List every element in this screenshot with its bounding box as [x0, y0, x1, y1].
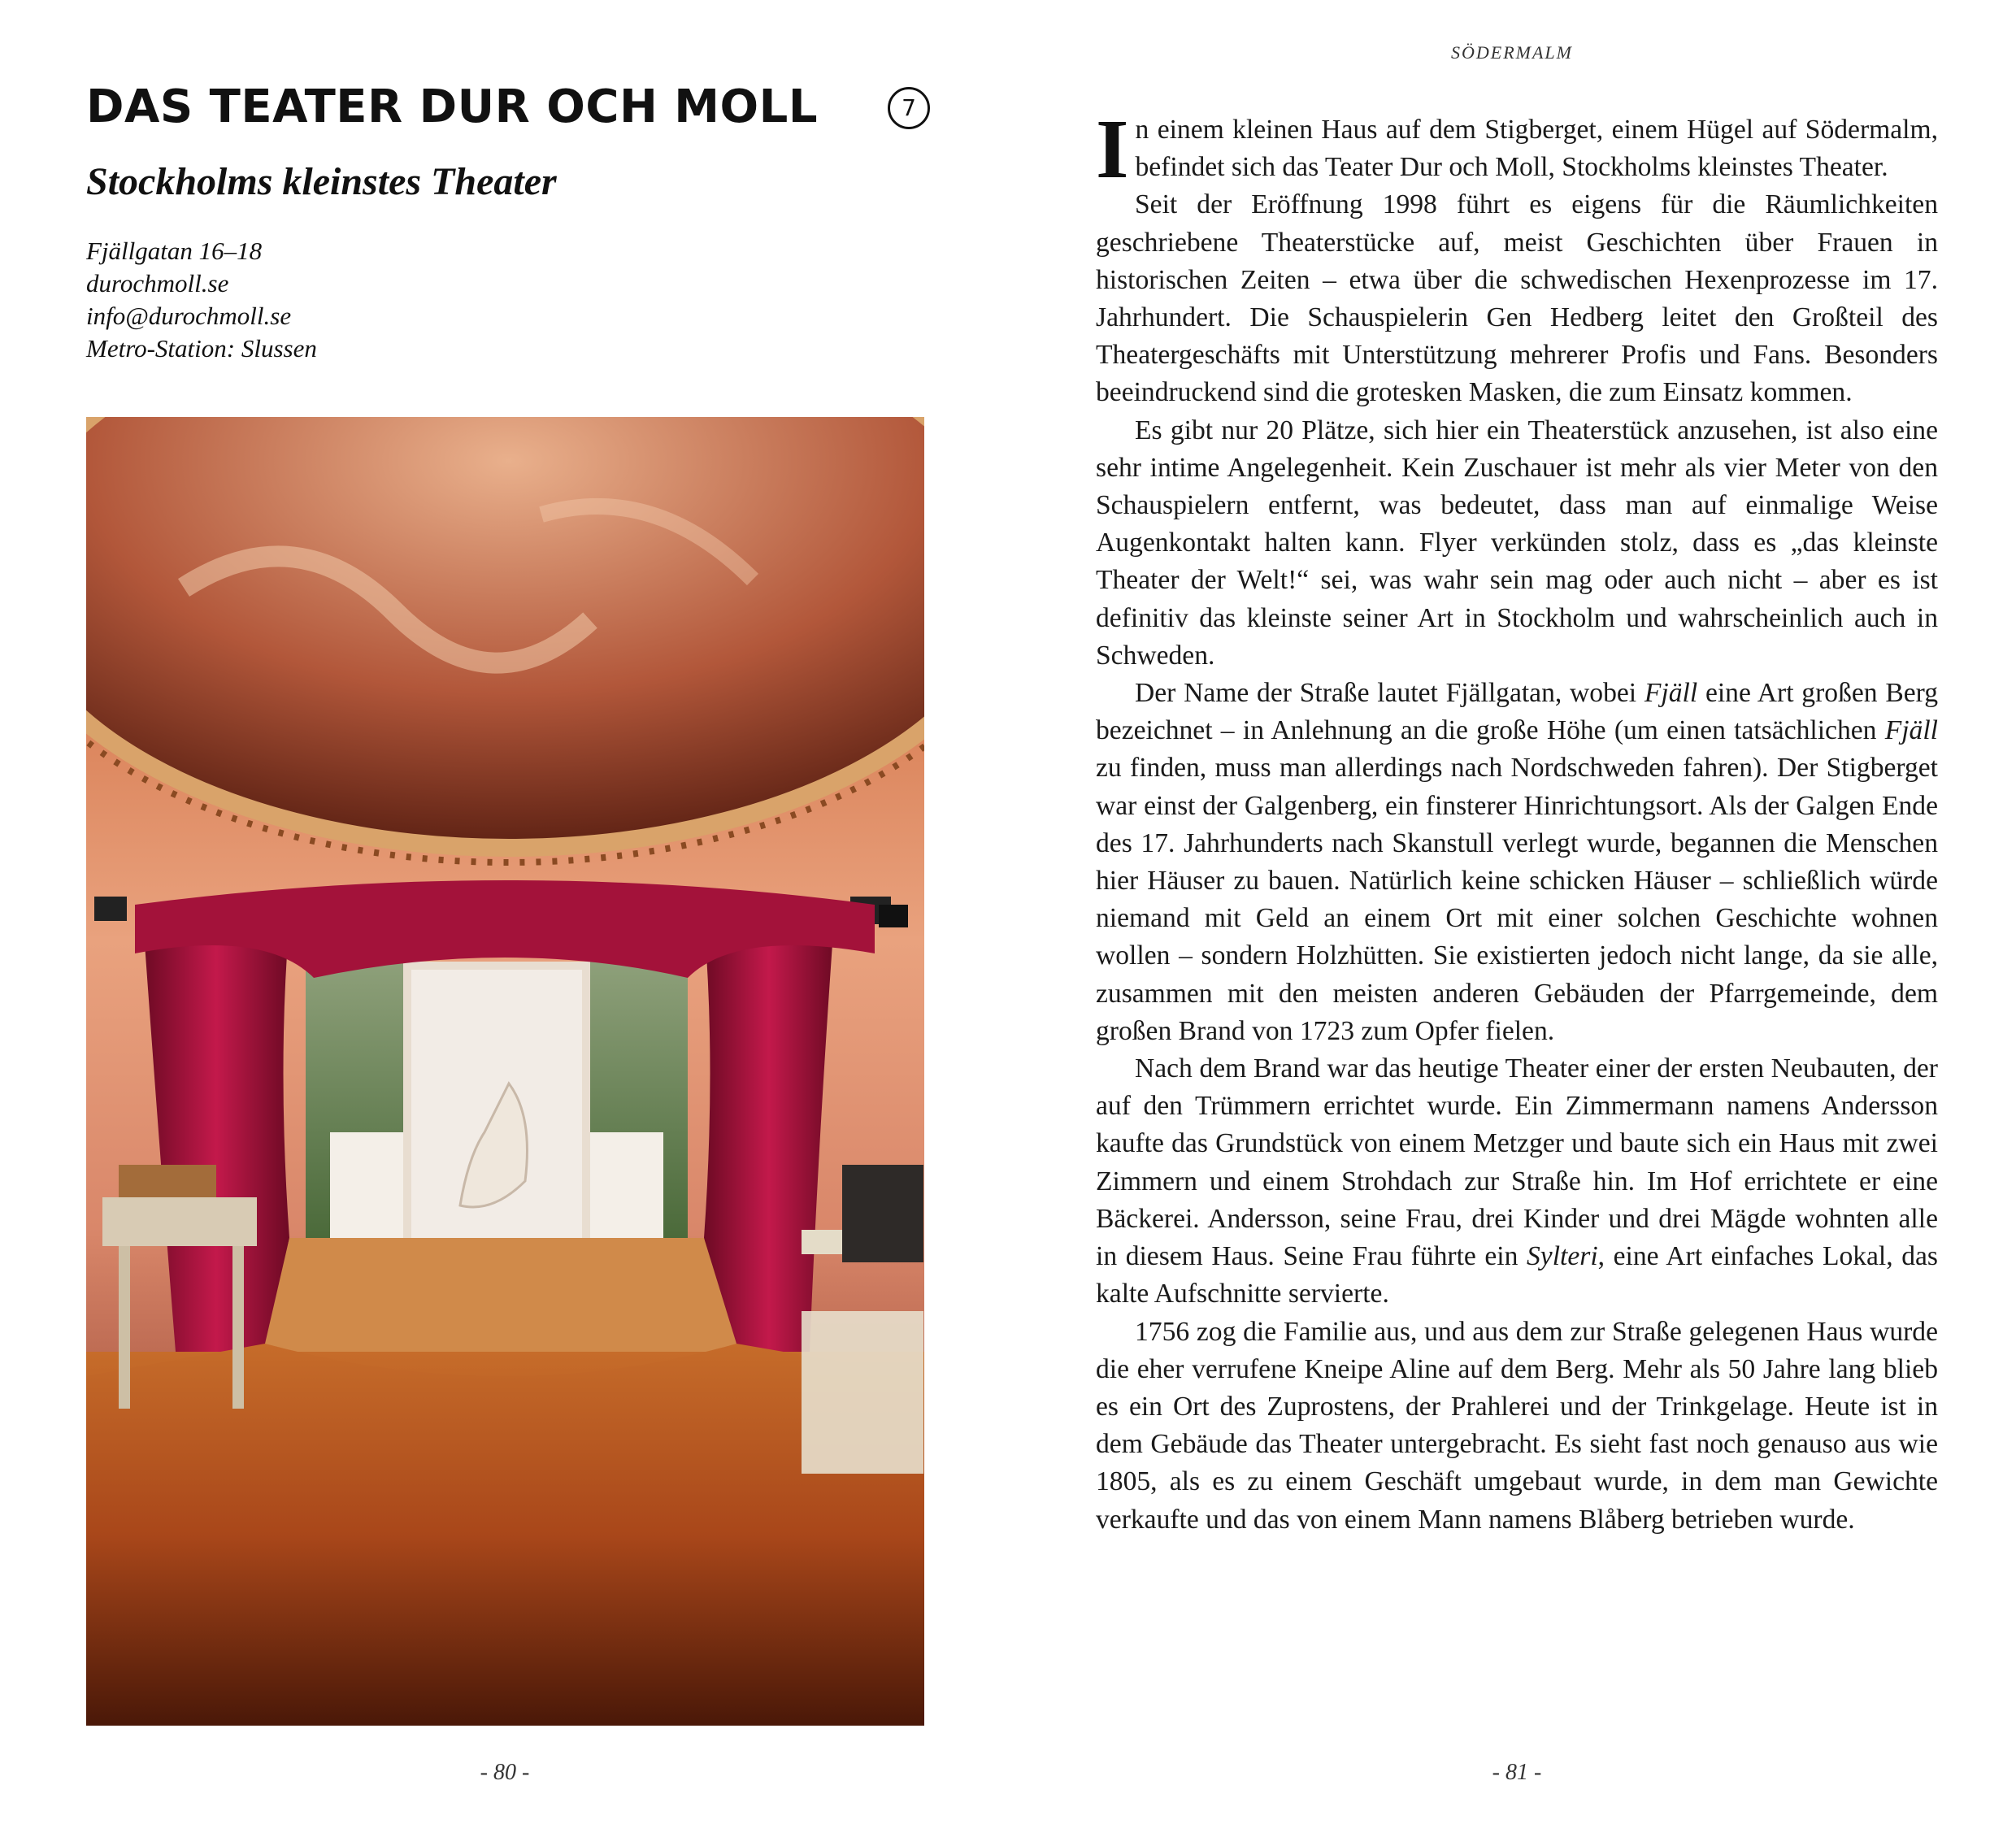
page-number-left: - 80 -	[480, 1760, 530, 1785]
address-line: Fjällgatan 16–18	[86, 237, 263, 265]
paragraph-5	[1096, 1050, 1938, 1313]
italic-term: Sylteri	[1527, 1241, 1598, 1272]
theater-photo	[86, 417, 924, 1726]
email-line: info@durochmoll.se	[86, 302, 292, 330]
metro-line: Metro-Station: Slussen	[86, 334, 317, 363]
page-title: DAS TEATER DUR OCH MOLL	[86, 80, 819, 133]
running-header: SÖDERMALM	[1451, 42, 1573, 63]
entry-number-badge: 7	[888, 87, 930, 129]
page-subtitle: Stockholms kleinstes Theater	[86, 160, 557, 203]
website-line: durochmoll.se	[86, 269, 229, 297]
paragraph-1	[1096, 102, 1938, 196]
drop-cap: I	[1096, 102, 1129, 196]
paragraph-6: 1756 zog die Familie aus, und aus dem zur Straße gelegenen Haus wurde die eher verrufene Kneipe Aline auf dem Berg. Mehr als 50 Jahre lang blieb es ein Ort des Zuprostens, der Prahlerei und der Trinkgelage. Heute ist in dem Gebäude das Theater untergebracht. Es sieht fast noch genauso aus wie 1805, als es zu einem Geschäft umgebaut wurde, in dem man Gewichte verkaufte und das von einem Mann namens Blåberg betrieben wurde.	[1096, 1316, 1938, 1535]
paragraph-5-text: , eine Art einfaches Lokal, das kalte Aufschnitte servierte.	[1096, 1241, 1938, 1309]
paragraph-4-text: Der Name der Straße lautet Fjällgatan, wobei	[1135, 678, 1645, 709]
paragraph-4-text: zu finden, muss man allerdings nach Nordschweden fahren). Der Stigberget war einst der Galgenberg, ein finsterer Hinrichtungsort. Als der Galgen Ende des 17. Jahrhunderts nach Skanstull verlegt wurde, begannen die Menschen hier Häuser zu bauen. Natürlich keine schicken Häuser – schließlich würde niemand mit Geld an einem Ort mit einer solchen Geschichte wohnen wollen – sondern Holzhütten. Sie existierten jedoch nicht lange, da sie alle, zusammen mit den meisten anderen Gebäuden der Pfarrgemeinde, dem großen Brand von 1723 zum Opfer fielen.	[1096, 753, 1938, 1046]
paragraph-4	[1096, 675, 1938, 1050]
paragraph-5-text: Nach dem Brand war das heutige Theater einer der ersten Neubauten, der auf den Trümmern errichtet wurde. Ein Zimmermann namens Andersson kaufte das Grundstück von einem Metzger und baute sich ein Haus mit zwei Zimmern und einem Strohdach zur Straße hin. Im Hof errichtete er eine Bäckerei. Andersson, seine Frau, drei Kinder und drei Mägde wohnten alle in diesem Haus. Seine Frau führte ein	[1096, 1053, 1938, 1272]
italic-term: Fjäll	[1884, 715, 1938, 746]
article-body	[1096, 102, 1938, 1539]
paragraph-3: Es gibt nur 20 Plätze, sich hier ein Theaterstück anzusehen, ist also eine sehr intime Angelegenheit. Kein Zuschauer ist mehr als vier Meter von den Schauspielern entfernt, was bedeutet, dass man auf einmalige Weise Augenkontakt halten kann. Flyer verkünden stolz, dass es „das kleinste Theater der Welt!“ sei, was wahr sein mag oder auch nicht – aber es ist definitiv das kleinste seiner Art in Stockholm und wahrscheinlich auch in Schweden.	[1096, 415, 1938, 671]
italic-term: Fjäll	[1644, 678, 1698, 709]
paragraph-1-text: n einem kleinen Haus auf dem Stigberget, einem Hügel auf Södermalm, befindet sich das Teater Dur och Moll, Stockholms kleinstes Theater.	[1135, 115, 1938, 183]
address-block	[86, 235, 317, 365]
page-number-right: - 81 -	[1492, 1760, 1542, 1785]
paragraph-2: Seit der Eröffnung 1998 führt es eigens für die Räumlichkeiten geschriebene Theaterstücke auf, meist Geschichten über Frauen in historischen Zeiten – etwa über die schwedischen Hexenprozesse im 17. Jahrhundert. Die Schauspielerin Gen Hedberg leitet den Großteil des Theatergeschäfts mit Unterstützung mehrerer Profis und Fans. Besonders beeindruckend sind die grotesken Masken, die zum Einsatz kommen.	[1096, 189, 1938, 408]
paragraph-4-text: eine Art großen Berg bezeichnet – in Anlehnung an die große Höhe (um einen tatsächlichen	[1096, 678, 1938, 746]
